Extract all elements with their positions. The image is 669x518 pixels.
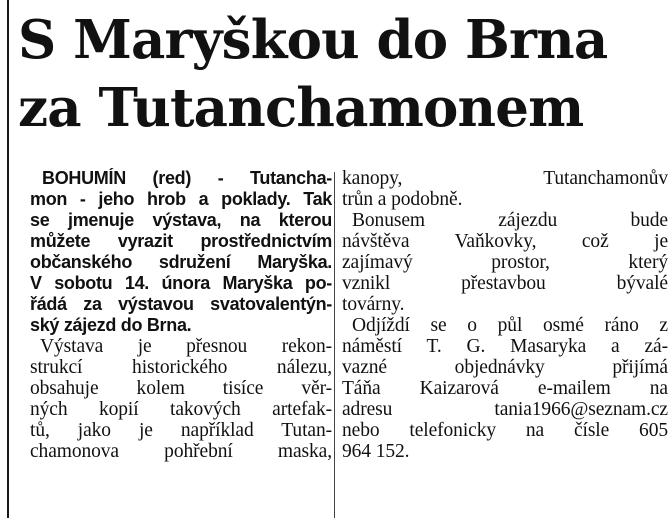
left-margin-rule bbox=[7, 0, 9, 518]
body-paragraph-3 bbox=[342, 315, 668, 462]
lead-line: mon - jeho hrob a poklady. Tak bbox=[30, 189, 332, 209]
body-line: obsahuje kolem tisíce věr- bbox=[30, 378, 332, 399]
body-line: zajímavý prostor, který bbox=[342, 252, 668, 273]
body-line: ných kopií takových artefak- bbox=[30, 399, 332, 420]
column-separator bbox=[334, 172, 335, 518]
body-paragraph-1 bbox=[30, 336, 332, 462]
lead-paragraph bbox=[30, 168, 332, 336]
headline-line-1: S Maryškou do Brna bbox=[18, 9, 608, 71]
phone-number-line: 964 152. bbox=[342, 441, 410, 462]
body-paragraph-2 bbox=[342, 210, 668, 315]
article-headline bbox=[18, 6, 658, 142]
body-line: nebo telefonicky na čísle 605 bbox=[342, 420, 668, 441]
email-address-line: adresu tania1966@seznam.cz bbox=[342, 399, 668, 420]
lead-line: řádá za výstavou svatovalentýn- bbox=[30, 294, 332, 314]
headline-line-2: za Tutanchamonem bbox=[18, 77, 584, 139]
body-line: Výstava je přesnou rekon- bbox=[40, 336, 332, 357]
body-line: náměstí T. G. Masaryka a zá- bbox=[342, 336, 668, 357]
lead-line: se jmenuje výstava, na kterou bbox=[30, 210, 332, 230]
lead-line: můžete vyrazit prostřednictvím bbox=[30, 231, 332, 251]
body-line: návštěva Vaňkovky, což je bbox=[342, 231, 668, 252]
body-line: Táňa Kaizarová e-mailem na bbox=[342, 378, 668, 399]
body-line: Bonusem zájezdu bude bbox=[352, 210, 668, 231]
lead-line: BOHUMÍN (red) - Tutancha- bbox=[42, 168, 332, 188]
body-line: továrny. bbox=[342, 294, 405, 315]
body-line: chamonova pohřební maska, bbox=[30, 441, 332, 462]
body-line: tů, jako je například Tutan- bbox=[30, 420, 332, 441]
body-line: vazné objednávky přijímá bbox=[342, 357, 668, 378]
lead-line: V sobotu 14. února Maryška po- bbox=[30, 273, 332, 293]
body-line: Odjíždí se o půl osmé ráno z bbox=[352, 315, 668, 336]
body-line: trůn a podobně. bbox=[342, 189, 463, 210]
lead-line: občanského sdružení Maryška. bbox=[30, 252, 332, 272]
body-line: strukcí historického nálezu, bbox=[30, 357, 332, 378]
body-line: vznikl přestavbou bývalé bbox=[342, 273, 668, 294]
right-column bbox=[342, 168, 668, 462]
left-column bbox=[30, 168, 332, 462]
lead-line: ský zájezd do Brna. bbox=[30, 315, 192, 335]
body-paragraph-1-continued bbox=[342, 168, 668, 210]
body-line: kanopy, Tutanchamonův bbox=[342, 168, 668, 189]
